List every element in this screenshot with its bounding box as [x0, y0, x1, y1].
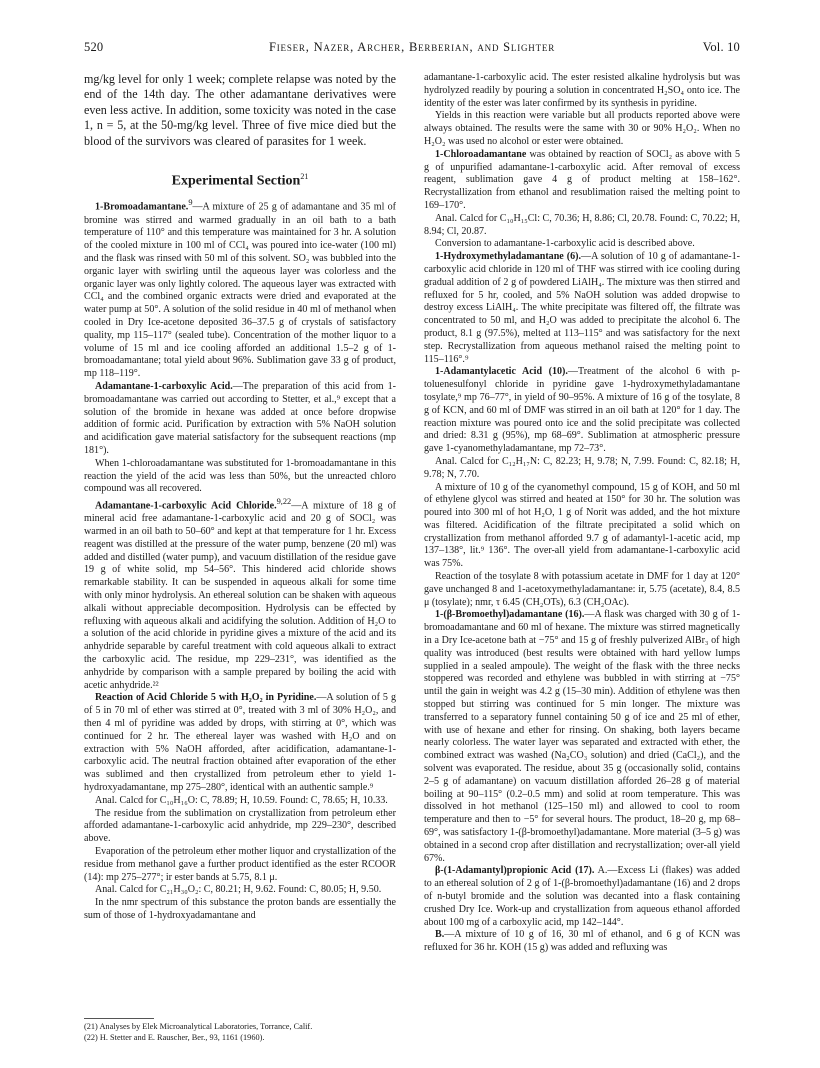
compound-heading: Adamantane-1-carboxylic Acid. [95, 380, 233, 392]
paragraph-body: A.—Excess Li (flakes) was added to an ethereal solution of 2 g of 1-(β-bromoethyl)adamantane (16) and 2 drops of n-butyl bromide and the solution was decanted into a flask containing crushed Dry Ice. Work-up and crystallization from aqueous ethanol afforded about 100 mg of a carboxylic acid, mp 142–144°. [424, 865, 740, 928]
paragraph-cyanomethyl-hydrolysis: A mixture of 10 g of the cyanomethyl compound, 15 g of KOH, and 50 ml of ethylene glycol was stirred and heated at 150° for 30 hr. The solution was poured into 300 ml of hot H₂O, 1 g of Norit was added, and the hot mixture was filtered. Acidification of the filtrate precipitated a solid which on crystallization from methanol afforded 9.7 g of adamantyl-1-acetic acid, mp 137–138°, lit.⁹ 136°. The over-all yield from adamantane-1-carboxylic acid was 75%. [424, 481, 740, 570]
paragraph-body: was obtained by reaction of SOCl₂ as above with 5 g of unpurified adamantane-1-carboxylic acid. After removal of excess reagent, sublimation gave 4 g of product melting at 158–162°. Recrystallization from ethanol and resublimation raised the melting point to 169–170°. [424, 148, 740, 211]
paragraph-body: —A mixture of 25 g of adamantane and 35 ml of bromine was stirred and warmed gradually in an oil bath to a bath temperature of 110° and this temperature was maintained for 3 hr. A solution of the cooled mixture in 100 ml of CCl₄ was poured into ice-water (100 ml) and the flask was rinsed with 50 ml of this solvent. SO₂ was bubbled into the organic layer with swirling until the aqueous layer was colorless and the organic layer was only lightly colored. The aqueous layer was extracted with CCl₄ and the combined organic extracts were dried and evaporated at the water pump at 50°. A solution of the solid residue in 40 ml of methanol when cooled in Dry Ice-acetone deposited 36–37.5 g of crystals of satisfactory quality, mp 115–117° (sealed tube). Concentration of the mother liquor to a volume of 15 ml and ice cooling afforded an additional 1.5–2 g of 1-bromoadamantane; total yield about 96%. Sublimation gave 33 g of product, mp 118–119°. [84, 201, 396, 380]
compound-heading: 1-Adamantylacetic Acid (10). [435, 366, 568, 378]
left-column [84, 72, 396, 923]
paragraph-anhydride: The residue from the sublimation on crystallization from petroleum ether afforded adamantane-1-carboxylic acid anhydride, mp 229–230°, described above. [84, 807, 396, 845]
analysis-line: Anal. Calcd for C₂₁H₃₀O₂: C, 80.21; H, 9.62. Found: C, 80.05; H, 9.50. [95, 884, 382, 896]
paragraph-conversion: Conversion to adamantane-1-carboxylic acid is described above. [435, 238, 695, 250]
paragraph-chloro-substitution: When 1-chloroadamantane was substituted for 1-bromoadamantane in this reaction the yield of the acid was less than 50%, but the unreacted chloro compound was all recovered. [84, 457, 396, 495]
paragraph-body: —Treatment of the alcohol 6 with p-toluenesulfonyl chloride in pyridine gave 1-hydroxymethyladamantane tosylate,⁹ mp 76–77°, in yield of 90–95%. A mixture of 16 g of the tosylate, 8 g of KCN, and 60 ml of DMF was stirred in an oil bath at 120° for 1 day. The reaction mixture was poured onto ice and the solid precipitate was collected and dried: 8.31 g (95%), mp 68–69°. Sublimation at atmospheric pressure gave 1-cyanomethyladamantane, mp 72–73°. [424, 366, 740, 455]
paragraph-nmr: In the nmr spectrum of this substance the proton bands are essentially the sum of those of 1-hydroxyadamantane and [84, 897, 396, 921]
section-title: Experimental Section [171, 173, 301, 189]
compound-heading: Adamantane-1-carboxylic Acid Chloride. [95, 500, 277, 512]
paragraph-chloroadamantane [424, 149, 740, 213]
right-column [424, 72, 740, 955]
footnote-ref: 9 [188, 198, 193, 208]
section-footnote-ref: 21 [300, 172, 309, 182]
paragraph-carboxylic-acid [84, 381, 396, 458]
compound-heading: β-(1-Adamantyl)propionic Acid (17). [435, 865, 595, 877]
running-header [84, 40, 740, 58]
page-number: 520 [84, 40, 104, 54]
paragraph-body: —A solution of 5 g of 5 in 70 ml of ether was stirred at 0°, treated with 3 ml of 30% H₂O₂, and then 4 ml of pyridine was added by drops, with stirring at 0°, which was continued for 2 hr. The ethereal layer was washed with H₂O and on extraction with 5% NaOH afforded, after acidification, adamantane-1-carboxylic acid. The neutral fraction obtained after evaporation of the ether was sublimed and then crystallized from petroleum ether to yield 1-hydroxyadamantane, mp 275–280°, identical with an authentic sample.⁹ [84, 692, 396, 794]
paragraph-body: —A flask was charged with 30 g of 1-bromoadamantane and 60 ml of hexane. The mixture was stirred magnetically in a Dry Ice-acetone bath at −75° and 15 g of freshly pulverized AlBr₃ of high quality was introduced (best results were obtained with hard yellow lumps supplied in a sealed ampoule). The weight of the flask with the three necks stoppered was recorded and ethylene was bubbled in with stirring at −75° until the gain in weight was 4.2 g (15–30 min). Addition of ethylene was then stopped but stirring was continued for 5 min longer. The mixture was transferred to a separatory funnel containing 50 g of ice and 25 ml of ether, with use of hexane and ether for rinsing. On shaking, both layers became nearly colorless. The water layer was separated and extracted with ether, the combined extract was washed (Na₂CO₃ solution) and dried (CaCl₂), and the solvent was evaporated. The residue, about 35 g (occasionally solid, contains 2–5 g of adamantane) on vacuum distillation afforded 26–28 g of material boiling at 90–115° (0.2–0.5 mm) and solid at room temperature. This was dissolved in hot methanol (125–150 ml) and allowed to cool to room temperature and then to −5° for several hours. The product, 18–20 g, mp 68–69°, was satisfactory 1-(β-bromoethyl)adamantane. More material (3–5 g) was obtained in a second crop after distillation and recrystallization; over-all yield 67%. [424, 609, 741, 864]
paragraph-propionic-acid [424, 865, 740, 929]
running-title: Fieser, Nazer, Archer, Berberian, and Slighter [268, 40, 556, 54]
paragraph-body: —A mixture of 18 g of mineral acid free adamantane-1-carboxylic acid and 20 g of SOCl₂ was warmed in an oil bath to 50–60° and kept at that temperature for 1 hr. Excess reagent was distilled at the pressure of the water pump, benzene (20 ml) was added and distilled (water pump), and vacuum distillation of the residue gave 19 g of white solid, mp 54–56°. This hindered acid chloride shows remarkable stability. It can be suspended in aqueous alkali for some time with only minor hydrolysis. An ethereal solution can be shaken with aqueous alkali without appreciable decomposition. Hydrolysis can be effected by refluxing with aqueous alkali and acidifying the solution. Addition of H₂O to a solution of the acid chloride in pyridine gives a mixture of the acid and its anhydride separable by careful treatment with cold aqueous alkali to extract the carboxylic acid. The residue, mp 229–231°, was identified as the anhydride by comparison with a sample prepared by boiling the acid with acetic anhydride.²² [84, 500, 396, 691]
analysis-line: Anal. Calcd for C₁₂H₁₇N: C, 82.23; H, 9.78; N, 7.99. Found: C, 82.18; H, 9.78; N, 7.70. [424, 455, 740, 480]
footnote-rule [84, 1018, 154, 1019]
paragraph-hydroxymethyladamantane [424, 251, 740, 366]
paragraph-acid-chloride [84, 496, 396, 692]
footnote-ref: 9,22 [276, 497, 292, 507]
intro-paragraph: mg/kg level for only 1 week; complete relapse was noted by the end of the 14th day. The other adamantane derivatives were even less active. In addition, some toxicity was noted in the case 1, n = 5, at the 50-mg/kg level. Three of five mice died but the blood of the survivors was cleared of parasites for 1 week. [84, 72, 396, 148]
analysis-line: Anal. Calcd for C₁₀H₁₆O: C, 78.89; H, 10.59. Found: C, 78.65; H, 10.33. [95, 794, 388, 806]
paragraph-bromoethyladamantane [424, 609, 740, 865]
method-label: B. [435, 929, 445, 941]
paragraph-ester: Evaporation of the petroleum ether mother liquor and crystallization of the residue from methanol gave a further product identified as the ester RCOOR (14): mp 275–277°; ir ester bands at 5.75, 8.1 μ. [84, 846, 396, 883]
paragraph-yields: Yields in this reaction were variable but all products reported above were always obtained. The results were the same with 30 or 90% H₂O₂. When no H₂O₂ was used no alcohol or ester were obtained. [424, 110, 740, 147]
paragraph-body: —A mixture of 10 g of 16, 30 ml of ethanol, and 6 g of KCN was refluxed for 36 hr. KOH (15 g) was added and refluxing was [424, 929, 740, 954]
compound-heading: Reaction of Acid Chloride 5 with H₂O₂ in Pyridine. [95, 692, 317, 704]
paragraph-adamantylacetic-acid [424, 366, 740, 456]
compound-heading: 1-Chloroadamantane [435, 148, 527, 160]
paragraph-continued: adamantane-1-carboxylic acid. The ester resisted alkaline hydrolysis but was hydrolyzed readily by pouring a solution in concentrated H₂SO₄ onto ice. The identity of the ester was later confirmed by its synthesis in pyridine. [424, 72, 740, 109]
footnote-21: (21) Analyses by Elek Microanalytical Laboratories, Torrance, Calif. [84, 1022, 313, 1031]
paragraph-tosylate-reaction: Reaction of the tosylate 8 with potassium acetate in DMF for 1 day at 120° gave unchanged 8 and 1-acetoxymethyladamantane: ir, 5.75 (acetate), 8.4, 8.5 μ (tosylate); nmr, τ 6.45 (CH₂OTs), 6.3 (CH₂OAc). [424, 571, 740, 608]
footnote-22: (22) H. Stetter and E. Rauscher, Ber., 93, 1161 (1960). [84, 1032, 265, 1042]
paragraph-method-b [424, 929, 740, 955]
compound-heading: 1-Bromoadamantane. [95, 201, 189, 213]
analysis-line: Anal. Calcd for C₁₀H₁₅Cl: C, 70.36; H, 8.86; Cl, 20.78. Found: C, 70.22; H, 8.94; Cl, 20.87. [424, 212, 740, 237]
volume-label: Vol. 10 [702, 40, 740, 54]
compound-heading: 1-(β-Bromoethyl)adamantane (16). [435, 609, 585, 621]
paragraph-h2o2-reaction [84, 692, 396, 794]
compound-heading: 1-Hydroxymethyladamantane (6). [435, 251, 582, 263]
paragraph-body: —A solution of 10 g of adamantane-1-carboxylic acid chloride in 120 ml of THF was stirred with ice cooling during gradual addition of 2 g of powdered LiAlH₄. The mixture was then stirred and refluxed for 5 hr, cooled, and 5% NaOH solution was added dropwise to destroy excess LiAlH₄. The white precipitate was filtered off, the filtrate was concentrated to 50 ml, and H₂O was added to precipitate the alcohol 6. The product, 8.1 g (97.5%), melted at 113–115° and was satisfactory for the next step. Recrystallization from aqueous methanol raised the melting point to 115–116°.⁹ [424, 251, 740, 365]
paragraph-body: —The preparation of this acid from 1-bromoadamantane was carried out according to Stetter, et al.,⁹ except that a solution of the bromide in hexane was added at once before dropwise addition of formic acid. Purification by extraction with 5% NaOH solution and acidification gave material satisfactory for the subsequent reactions (mp 181°). [84, 380, 397, 456]
section-heading [84, 171, 396, 188]
footnotes [84, 1018, 396, 1043]
paragraph-bromoadamantane [84, 197, 396, 381]
